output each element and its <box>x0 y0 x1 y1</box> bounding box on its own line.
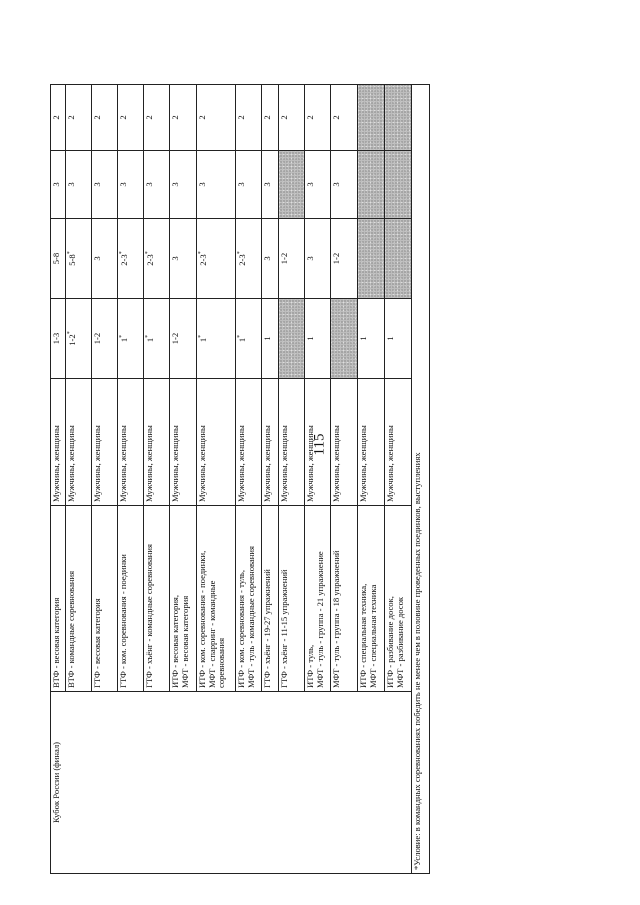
value-cell <box>358 219 385 299</box>
value-cell: 3 <box>170 151 197 219</box>
value-cell <box>279 299 305 379</box>
value-cell: 3 <box>66 151 92 219</box>
value-cell: 1 <box>358 299 385 379</box>
value-cell: 3 <box>236 151 262 219</box>
value-cell: 3 <box>305 151 331 219</box>
discipline-cell: ВТФ - командные соревнования <box>66 506 92 692</box>
value-cell: 1* <box>236 299 262 379</box>
group-cell: Мужчины, женщины <box>331 379 358 506</box>
value-cell: 1 <box>385 299 412 379</box>
discipline-cell: ИТФ - весовая категория, МФТ - весовая категория <box>170 506 197 692</box>
value-cell: 1-2 <box>170 299 197 379</box>
group-cell: Мужчины, женщины <box>51 379 66 506</box>
value-cell: 1* <box>144 299 170 379</box>
rotated-table-wrapper <box>50 85 502 874</box>
value-cell: 2-3* <box>118 219 144 299</box>
value-cell: 1* <box>118 299 144 379</box>
value-cell: 1-2 <box>279 219 305 299</box>
value-cell: 2 <box>170 85 197 151</box>
value-cell: 1-2 <box>92 299 118 379</box>
group-cell: Мужчины, женщины <box>279 379 305 506</box>
value-cell: 2 <box>197 85 236 151</box>
discipline-cell: ГТФ - хъёнг - 11-15 упражнений <box>279 506 305 692</box>
discipline-cell: ГТФ - весовая категория <box>92 506 118 692</box>
group-cell: Мужчины, женщины <box>358 379 385 506</box>
rotated-table-area <box>50 85 502 874</box>
value-cell: 1-2* <box>66 299 92 379</box>
value-cell <box>385 219 412 299</box>
value-cell: 3 <box>331 151 358 219</box>
competition-name: Кубок России (финал) <box>51 692 412 874</box>
value-cell: 1-3 <box>51 299 66 379</box>
value-cell: 2 <box>279 85 305 151</box>
value-cell: 2 <box>92 85 118 151</box>
value-cell: 5-8* <box>66 219 92 299</box>
group-cell: Мужчины, женщины <box>92 379 118 506</box>
group-cell: Мужчины, женщины <box>262 379 279 506</box>
value-cell: 1 <box>305 299 331 379</box>
discipline-cell: ИТФ - туль, МФТ - туль - группа - 21 упражнение <box>305 506 331 692</box>
value-cell <box>385 151 412 219</box>
discipline-cell: ГТФ - ком. соревнования - поединки <box>118 506 144 692</box>
value-cell <box>358 151 385 219</box>
discipline-cell: ИТФ - ком. соревнования - поединки, МФТ - спарринг - командные соревнования <box>197 506 236 692</box>
value-cell: 1* <box>197 299 236 379</box>
value-cell: 2 <box>118 85 144 151</box>
group-cell: Мужчины, женщины <box>170 379 197 506</box>
discipline-cell: МФТ - туль - группа - 18 упражнений <box>331 506 358 692</box>
value-cell: 2 <box>51 85 66 151</box>
value-cell: 2-3* <box>197 219 236 299</box>
value-cell <box>331 299 358 379</box>
discipline-cell: ИТФ - ком. соревнования - туль, МФТ - туль - командные соревнования <box>236 506 262 692</box>
group-cell: Мужчины, женщины <box>66 379 92 506</box>
value-cell <box>279 151 305 219</box>
value-cell: 3 <box>197 151 236 219</box>
value-cell: 1 <box>262 299 279 379</box>
value-cell: 3 <box>170 219 197 299</box>
value-cell: 2-3* <box>144 219 170 299</box>
value-cell: 2-3* <box>236 219 262 299</box>
discipline-cell: ВТФ - весовая категория <box>51 506 66 692</box>
value-cell: 2 <box>236 85 262 151</box>
value-cell: 3 <box>144 151 170 219</box>
value-cell: 1-2 <box>331 219 358 299</box>
value-cell: 2 <box>305 85 331 151</box>
value-cell: 3 <box>92 151 118 219</box>
discipline-cell: ИТФ - специальная техника, МФТ - специальная техника <box>358 506 385 692</box>
footnote-row <box>412 85 430 874</box>
discipline-cell: ИТФ - разбивание досок, МФТ - разбивание досок <box>385 506 412 692</box>
value-cell <box>358 85 385 151</box>
group-cell: Мужчины, женщины <box>144 379 170 506</box>
value-cell: 3 <box>262 151 279 219</box>
group-cell: Мужчины, женщины <box>197 379 236 506</box>
group-cell: Мужчины, женщины <box>385 379 412 506</box>
table-row <box>51 85 66 874</box>
discipline-cell: ГТФ - хъёнг - командные соревнования <box>144 506 170 692</box>
footnote: *Условие: в командных соревнованиях победить не менее чем в половине проведенных поединков, выступлениях <box>412 85 430 874</box>
table-body <box>51 85 430 874</box>
group-cell: Мужчины, женщины <box>305 379 331 506</box>
value-cell: 3 <box>305 219 331 299</box>
group-cell: Мужчины, женщины <box>236 379 262 506</box>
value-cell: 2 <box>144 85 170 151</box>
value-cell: 3 <box>118 151 144 219</box>
value-cell: 3 <box>92 219 118 299</box>
value-cell: 2 <box>262 85 279 151</box>
value-cell <box>385 85 412 151</box>
value-cell: 2 <box>66 85 92 151</box>
page-number: 115 <box>311 433 328 456</box>
group-cell: Мужчины, женщины <box>118 379 144 506</box>
value-cell: 2 <box>331 85 358 151</box>
standards-table <box>50 84 430 874</box>
value-cell: 3 <box>262 219 279 299</box>
value-cell: 3 <box>51 151 66 219</box>
value-cell: 5-8 <box>51 219 66 299</box>
discipline-cell: ГТФ - хъёнг - 19-27 упражнений <box>262 506 279 692</box>
